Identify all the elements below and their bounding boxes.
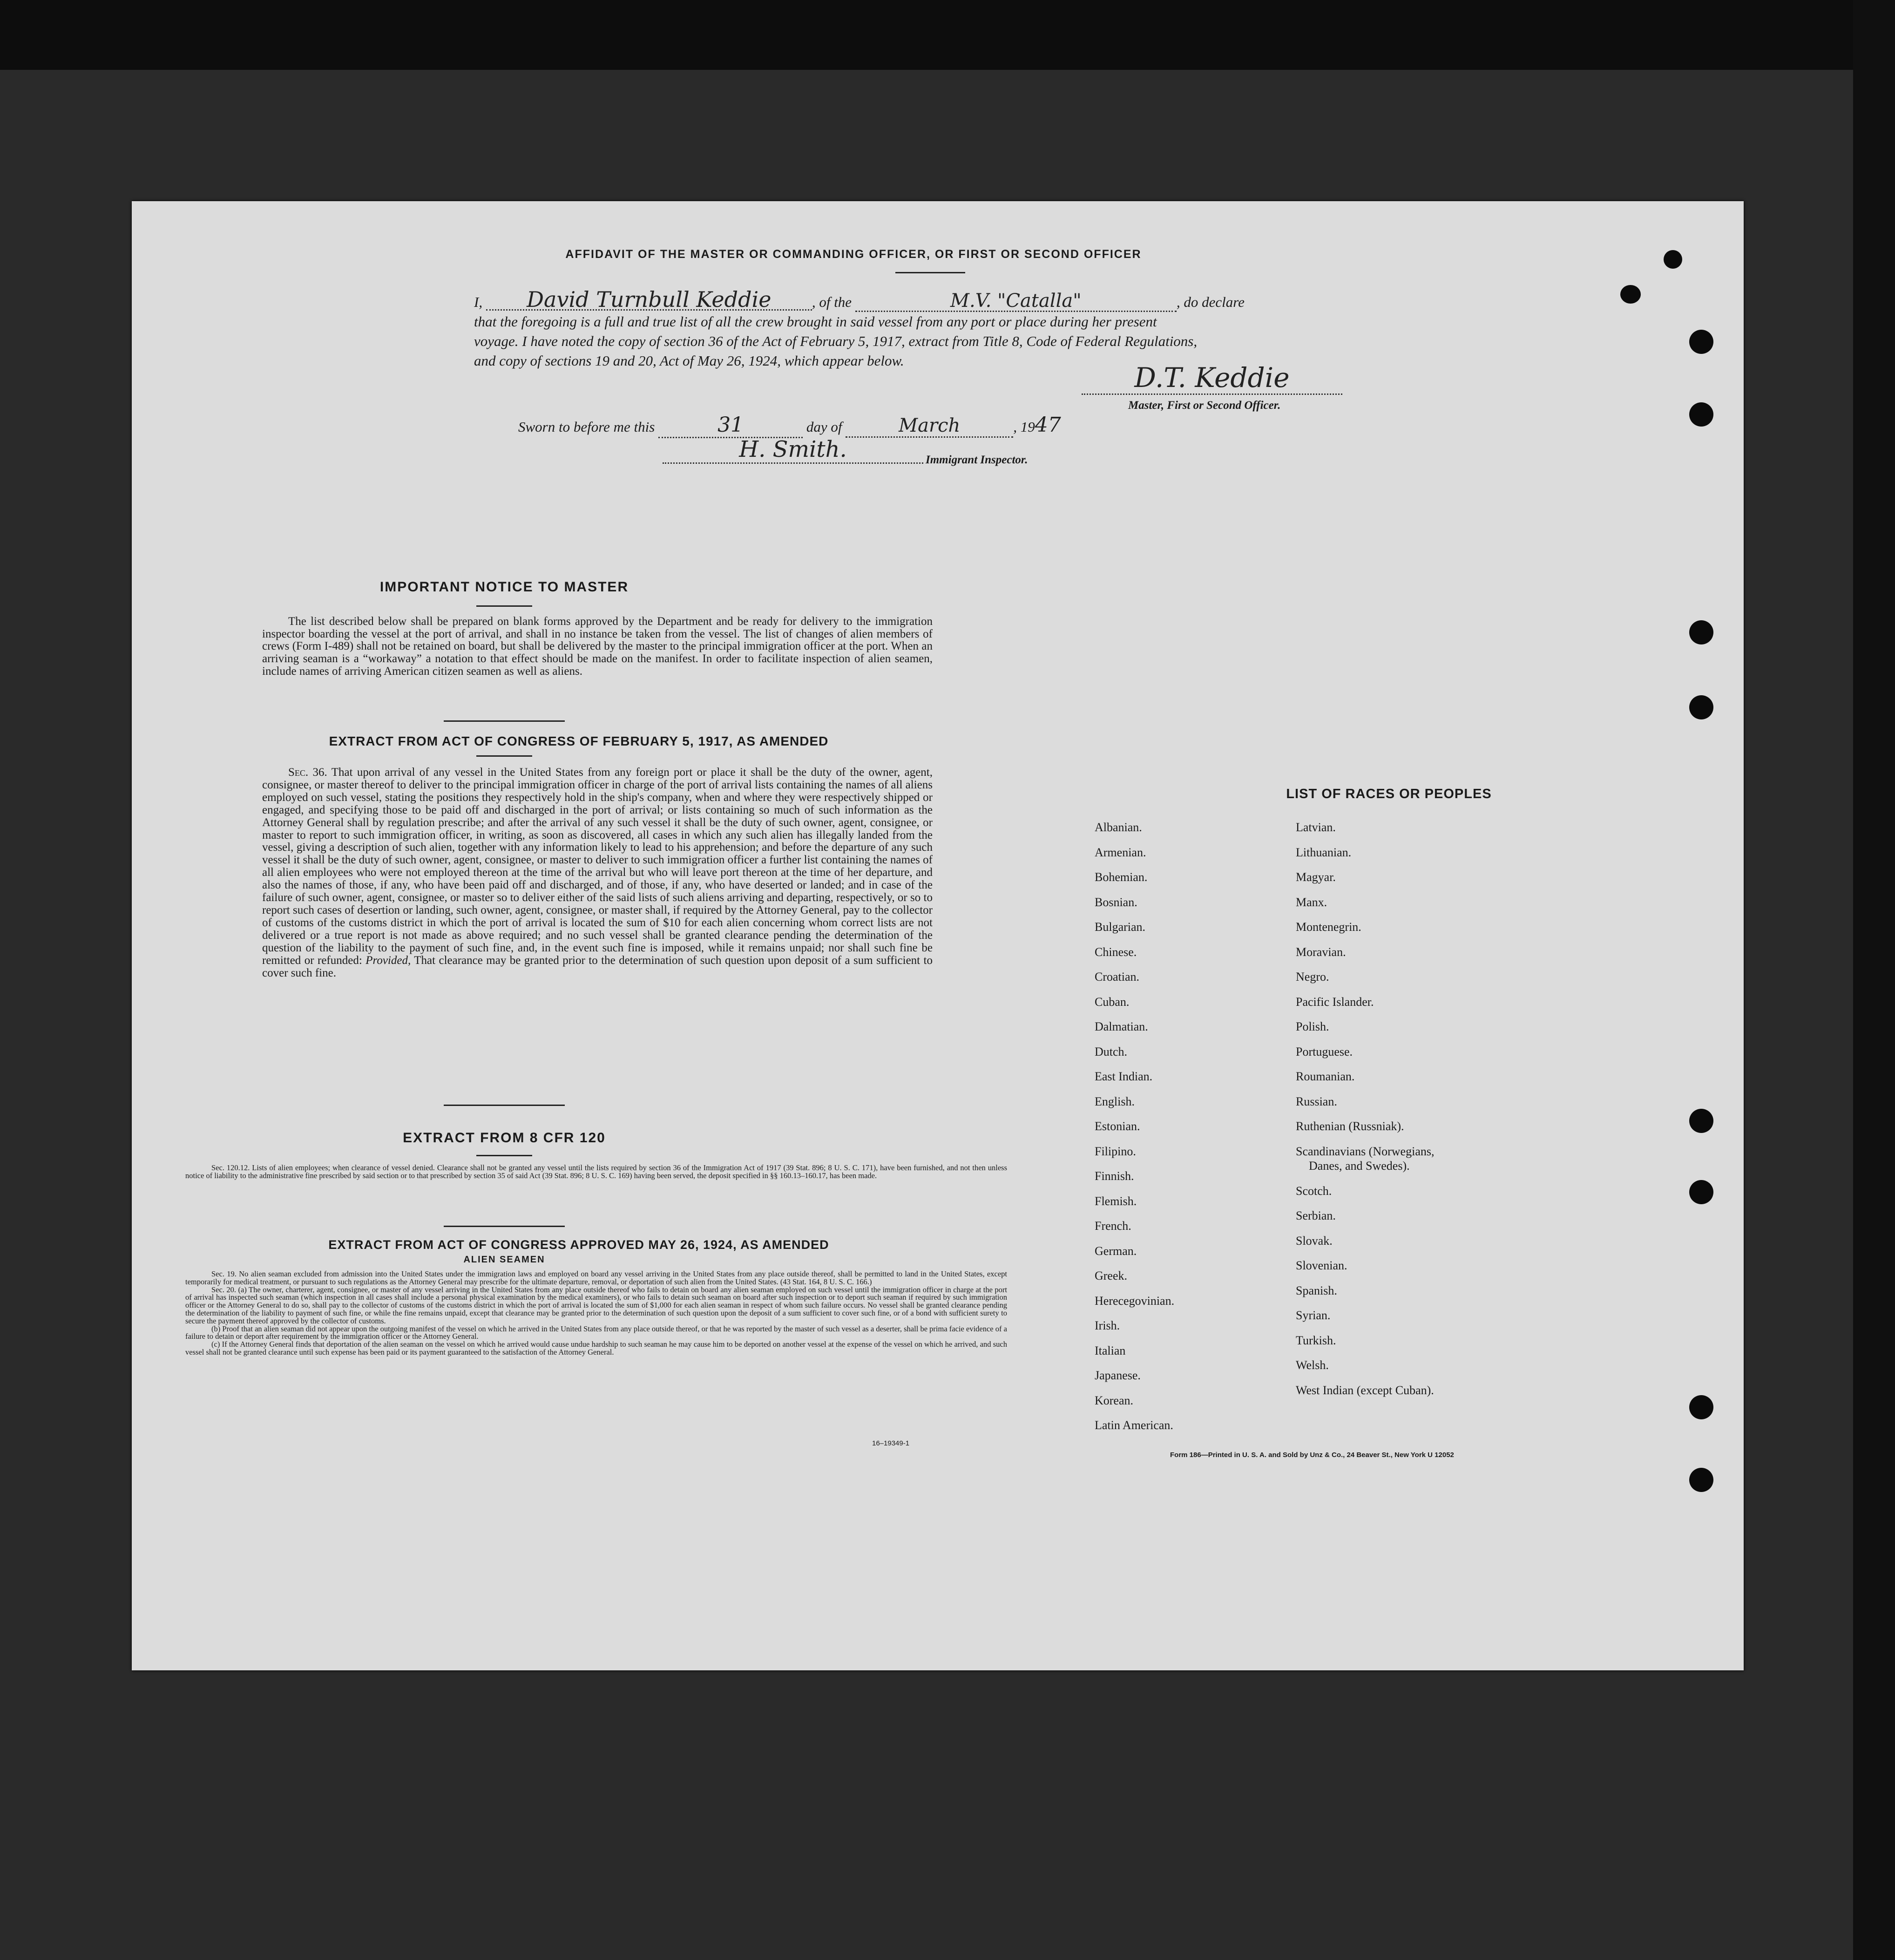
race-item: Magyar. (1296, 870, 1336, 884)
inspector-caption: Immigrant Inspector. (926, 454, 1028, 466)
extract-1924-body (185, 1270, 1007, 1356)
race-item: Spanish. (1296, 1283, 1337, 1297)
punch-hole (1689, 695, 1713, 719)
extract-1917-rule (476, 755, 532, 757)
race-item: German. (1095, 1244, 1137, 1258)
race-item: Slovenian. (1296, 1259, 1347, 1272)
race-item: Danes, and Swedes). (1309, 1159, 1410, 1173)
race-item: Estonian. (1095, 1119, 1140, 1133)
race-item: Bohemian. (1095, 870, 1148, 884)
race-item: English. (1095, 1094, 1135, 1108)
extract-1924-title: EXTRACT FROM ACT OF CONGRESS APPROVED MAY 26, 1924, AS AMENDED (328, 1238, 829, 1252)
sworn-label: Sworn to before me this (518, 419, 655, 435)
race-item: Chinese. (1095, 945, 1137, 959)
race-item: Scotch. (1296, 1184, 1332, 1198)
signature-caption: Master, First or Second Officer. (1128, 399, 1281, 412)
sec-36-label: Sec. 36. (288, 766, 327, 779)
punch-hole (1689, 1109, 1713, 1133)
do-declare-label: , do declare (1176, 294, 1245, 310)
i-label: I, (474, 294, 483, 310)
race-item: Italian (1095, 1343, 1126, 1357)
race-item: Bulgarian. (1095, 920, 1146, 934)
race-item: Filipino. (1095, 1144, 1136, 1158)
declaration-line: and copy of sections 19 and 20, Act of May 26, 1924, which appear below. (474, 353, 904, 369)
race-item: Slovak. (1296, 1234, 1333, 1248)
extract-1924-subtitle: ALIEN SEAMEN (463, 1255, 545, 1265)
races-right-column (1296, 815, 1538, 1403)
provided-label: Provided, (365, 954, 411, 967)
race-item: Pacific Islander. (1296, 995, 1374, 1009)
punch-hole (1620, 285, 1641, 304)
race-item: French. (1095, 1219, 1131, 1233)
race-item: Manx. (1296, 895, 1327, 909)
section-rule (444, 1226, 565, 1227)
race-item: Roumanian. (1296, 1070, 1355, 1083)
year-prefix: , 19 (1013, 419, 1035, 435)
cfr-title: EXTRACT FROM 8 CFR 120 (403, 1130, 606, 1146)
cfr-rule (476, 1155, 532, 1156)
section-rule (444, 1105, 565, 1106)
race-item: Negro. (1296, 970, 1329, 983)
race-item: Turkish. (1296, 1333, 1336, 1347)
sworn-line (518, 413, 1061, 438)
sec-20b-text: (b) Proof that an alien seaman did not appear upon the outgoing manifest of the vessel on which he arrived in the United States from any place outside thereof, or that he was reported by the master of such vessel as a deserter, shall be prima facie evidence of a failure to detain or deport after requirement by the immigration officer or the Attorney General. (185, 1324, 1007, 1341)
form-number: 16–19349-1 (872, 1439, 910, 1447)
sec-20c-text: (c) If the Attorney General finds that deportation of the alien seaman on the vessel on which he arrived would cause undue hardship to such seaman he may cause him to be deported on another vessel at the expense of the vessel on which he arrived, and such vessel shall not be granted clearance until such expense has been paid or its payment guaranteed to the satisfaction of the Attorney General. (185, 1340, 1007, 1356)
document-page (132, 201, 1744, 1670)
declaration-line: voyage. I have noted the copy of section 36 of the Act of February 5, 1917, extract from Title 8, Code of Federal Regulations, (474, 333, 1198, 349)
race-item: Finnish. (1095, 1169, 1134, 1183)
race-item: Serbian. (1296, 1209, 1336, 1222)
sec-36-text-end: That clearance may be granted prior to the determination of such question upon deposit of a sum sufficient to cover such fine. (262, 954, 933, 979)
punch-hole (1689, 402, 1713, 427)
punch-hole (1689, 1468, 1713, 1492)
race-item: Ruthenian (Russniak). (1296, 1119, 1404, 1133)
race-item: Syrian. (1296, 1309, 1331, 1322)
race-item: Greek. (1095, 1269, 1128, 1282)
inspector-signature: H. Smith. (663, 436, 923, 464)
notice-body: The list described below shall be prepared on blank forms approved by the Department and be ready for delivery to the immigration inspector boarding the vessel at the port of arrival, and shall in no instance be taken from the vessel. The list of changes of alien members of crews (Form I-489) shall not be retained on board, but shall be delivered by the master to the principal immigration officer at the port. When an arriving seaman is a “workaway” a notation to that effect should be made on the manifest. In order to facilitate inspection of alien seamen, include names of arriving American citizen seamen as well as aliens. (262, 615, 933, 678)
punch-hole (1689, 1395, 1713, 1419)
race-item: Irish. (1095, 1319, 1120, 1332)
sec-20a-text: Sec. 20. (a) The owner, charterer, agent, consignee, or master of any vessel arriving in the United States from any place outside thereof who fails to detain on board any alien seaman employed on such vessel until the immigration officer in charge at the port of arrival has inspected such seaman (which inspection in all cases shall include a personal physical examination by the medical examiners), or who fails to detain such seaman on board after such inspection or to deport such seaman if required by such immigration officer or the Attorney General to do so, shall pay to the collector of customs of the customs district in which the port of arrival is located the sum of $1,000 for each alien seaman in respect of whom such failure occurs. No vessel shall be granted clearance pending the determination of the liability to payment of such fine, or while the fine remains unpaid, except that clearance may be granted prior to the determination of such question upon the deposit of a sum sufficient to cover such fine, or of a bond with sufficient surety to secure the payment thereof approved by the collector of customs. (185, 1285, 1007, 1325)
punch-hole (1689, 330, 1713, 354)
affidavit-title: AFFIDAVIT OF THE MASTER OR COMMANDING OFFICER, OR FIRST OR SECOND OFFICER (565, 248, 1142, 261)
title-rule (895, 272, 965, 273)
master-signature: D.T. Keddie (1082, 362, 1342, 395)
form-imprint: Form 186—Printed in U. S. A. and Sold by Unz & Co., 24 Beaver St., New York U 12052 (1170, 1451, 1454, 1459)
punch-hole (1689, 620, 1713, 644)
sworn-month: March (846, 415, 1013, 438)
race-item: Flemish. (1095, 1194, 1137, 1208)
race-item: Bosnian. (1095, 895, 1137, 909)
declaration-line: that the foregoing is a full and true list of all the crew brought in said vessel from any port or place during her present (474, 313, 1157, 330)
extract-1917-body (262, 766, 933, 979)
races-left-column (1095, 815, 1290, 1438)
race-item: Portuguese. (1296, 1044, 1353, 1058)
master-name: David Turnbull Keddie (486, 290, 812, 311)
races-title: LIST OF RACES OR PEOPLES (1286, 787, 1492, 801)
notice-title: IMPORTANT NOTICE TO MASTER (379, 579, 629, 595)
sworn-year: 47 (1035, 413, 1061, 437)
race-item: Latin American. (1095, 1418, 1173, 1432)
of-the-label: , of the (812, 294, 852, 310)
extract-1917-title: EXTRACT FROM ACT OF CONGRESS OF FEBRUARY 5, 1917, AS AMENDED (329, 734, 829, 748)
race-item: Korean. (1095, 1393, 1134, 1407)
race-item: Welsh. (1296, 1358, 1329, 1372)
vessel-name: M.V. "Catalla" (855, 291, 1177, 312)
race-item: Polish. (1296, 1020, 1329, 1033)
race-item: Albanian. (1095, 821, 1142, 834)
race-item: Scandinavians (Norwegians, (1296, 1144, 1435, 1158)
race-item: Latvian. (1296, 821, 1336, 834)
day-of-label: day of (806, 419, 842, 435)
race-item: Dalmatian. (1095, 1020, 1148, 1033)
race-item: East Indian. (1095, 1070, 1153, 1083)
race-item: Dutch. (1095, 1044, 1128, 1058)
film-edge-right (1853, 0, 1895, 1960)
sworn-day: 31 (658, 413, 803, 438)
cfr-body: Sec. 120.12. Lists of alien employees; when clearance of vessel denied. Clearance shall not be granted any vessel until the lists required by section 36 of the Immigration Act of 1917 (39 Stat. 896; 8 U. S. C. 171), have been furnished, and not then unless notice of liability to the administrative fine prescribed by said section or to that prescribed by section 35 of said Act (39 Stat. 896; 8 U. S. C. 169) having been served, the deposit specified in §§ 160.13–160.17, has been made. (185, 1163, 1007, 1180)
race-item: West Indian (except Cuban). (1296, 1383, 1434, 1397)
race-item: Lithuanian. (1296, 845, 1352, 859)
race-item: Moravian. (1296, 945, 1346, 959)
section-rule (444, 720, 565, 722)
race-item: Croatian. (1095, 970, 1140, 983)
race-item: Herecegovinian. (1095, 1294, 1175, 1308)
affidavit-declaration (474, 287, 1512, 371)
notice-rule (476, 605, 532, 607)
sec-36-text: That upon arrival of any vessel in the United States from any foreign port or place it shall be the duty of the owner, agent, consignee, or master thereof to deliver to the principal immigration officer in charge of the port of arrival lists containing the names of all aliens employed on such vessel, stating the positions they respectively hold in the ship's company, when and where they were respectively shipped or engaged, and specifying those to be paid off and discharged in the port of arrival; or lists containing so much of such information as the Attorney General shall by regulation prescribe; and after the arrival of any such vessel it shall be the duty of such owner, agent, consignee, or master to report to such immigration officer, in writing, as soon as discovered, all cases in which any such alien has illegally landed from the vessel, giving a description of such alien, together with any information likely to lead to his apprehension; and before the departure of any such vessel it shall be the duty of such owner, agent, consignee, or master to deliver to such immigration officer a further list containing the names of all alien employees who were not employed thereon at the time of the arrival but who will leave port thereon at the time of her departure, and also the names of those, if any, who have been paid off and discharged, and of those, if any, who have deserted or landed; and in case of the failure of such owner, agent, consignee, or master so to deliver either of the said lists of such aliens arriving and departing, respectively, or so to report such cases of desertion or landing, such owner, agent, consignee, or master shall, if required by the Attorney General, pay to the collector of customs of the customs district in which the port of arrival is located the sum of $10 for each alien concerning whom correct lists are not delivered or a true report is not made as above required; and no such vessel shall be granted clearance pending the determination of the question of the liability to the payment of such fine, and, in the event such fine is imposed, while it remains unpaid; nor shall such fine be remitted or refunded: (262, 766, 933, 967)
race-item: Montenegrin. (1296, 920, 1361, 934)
race-item: Russian. (1296, 1094, 1337, 1108)
race-item: Armenian. (1095, 845, 1146, 859)
race-item: Japanese. (1095, 1369, 1141, 1382)
film-edge-top (0, 0, 1895, 70)
sec-19-text: Sec. 19. No alien seaman excluded from admission into the United States under the immigration laws and employed on board any vessel arriving in the United States from any place outside thereof, shall be permitted to land in the United States, except temporarily for medical treatment, or pursuant to such regulations as the Attorney General may prescribe for the ultimate departure, removal, or deportation of such alien from the United States. (43 Stat. 164, 8 U. S. C. 166.) (185, 1269, 1007, 1286)
race-item: Cuban. (1095, 995, 1130, 1009)
punch-hole (1664, 250, 1682, 269)
punch-hole (1689, 1180, 1713, 1204)
